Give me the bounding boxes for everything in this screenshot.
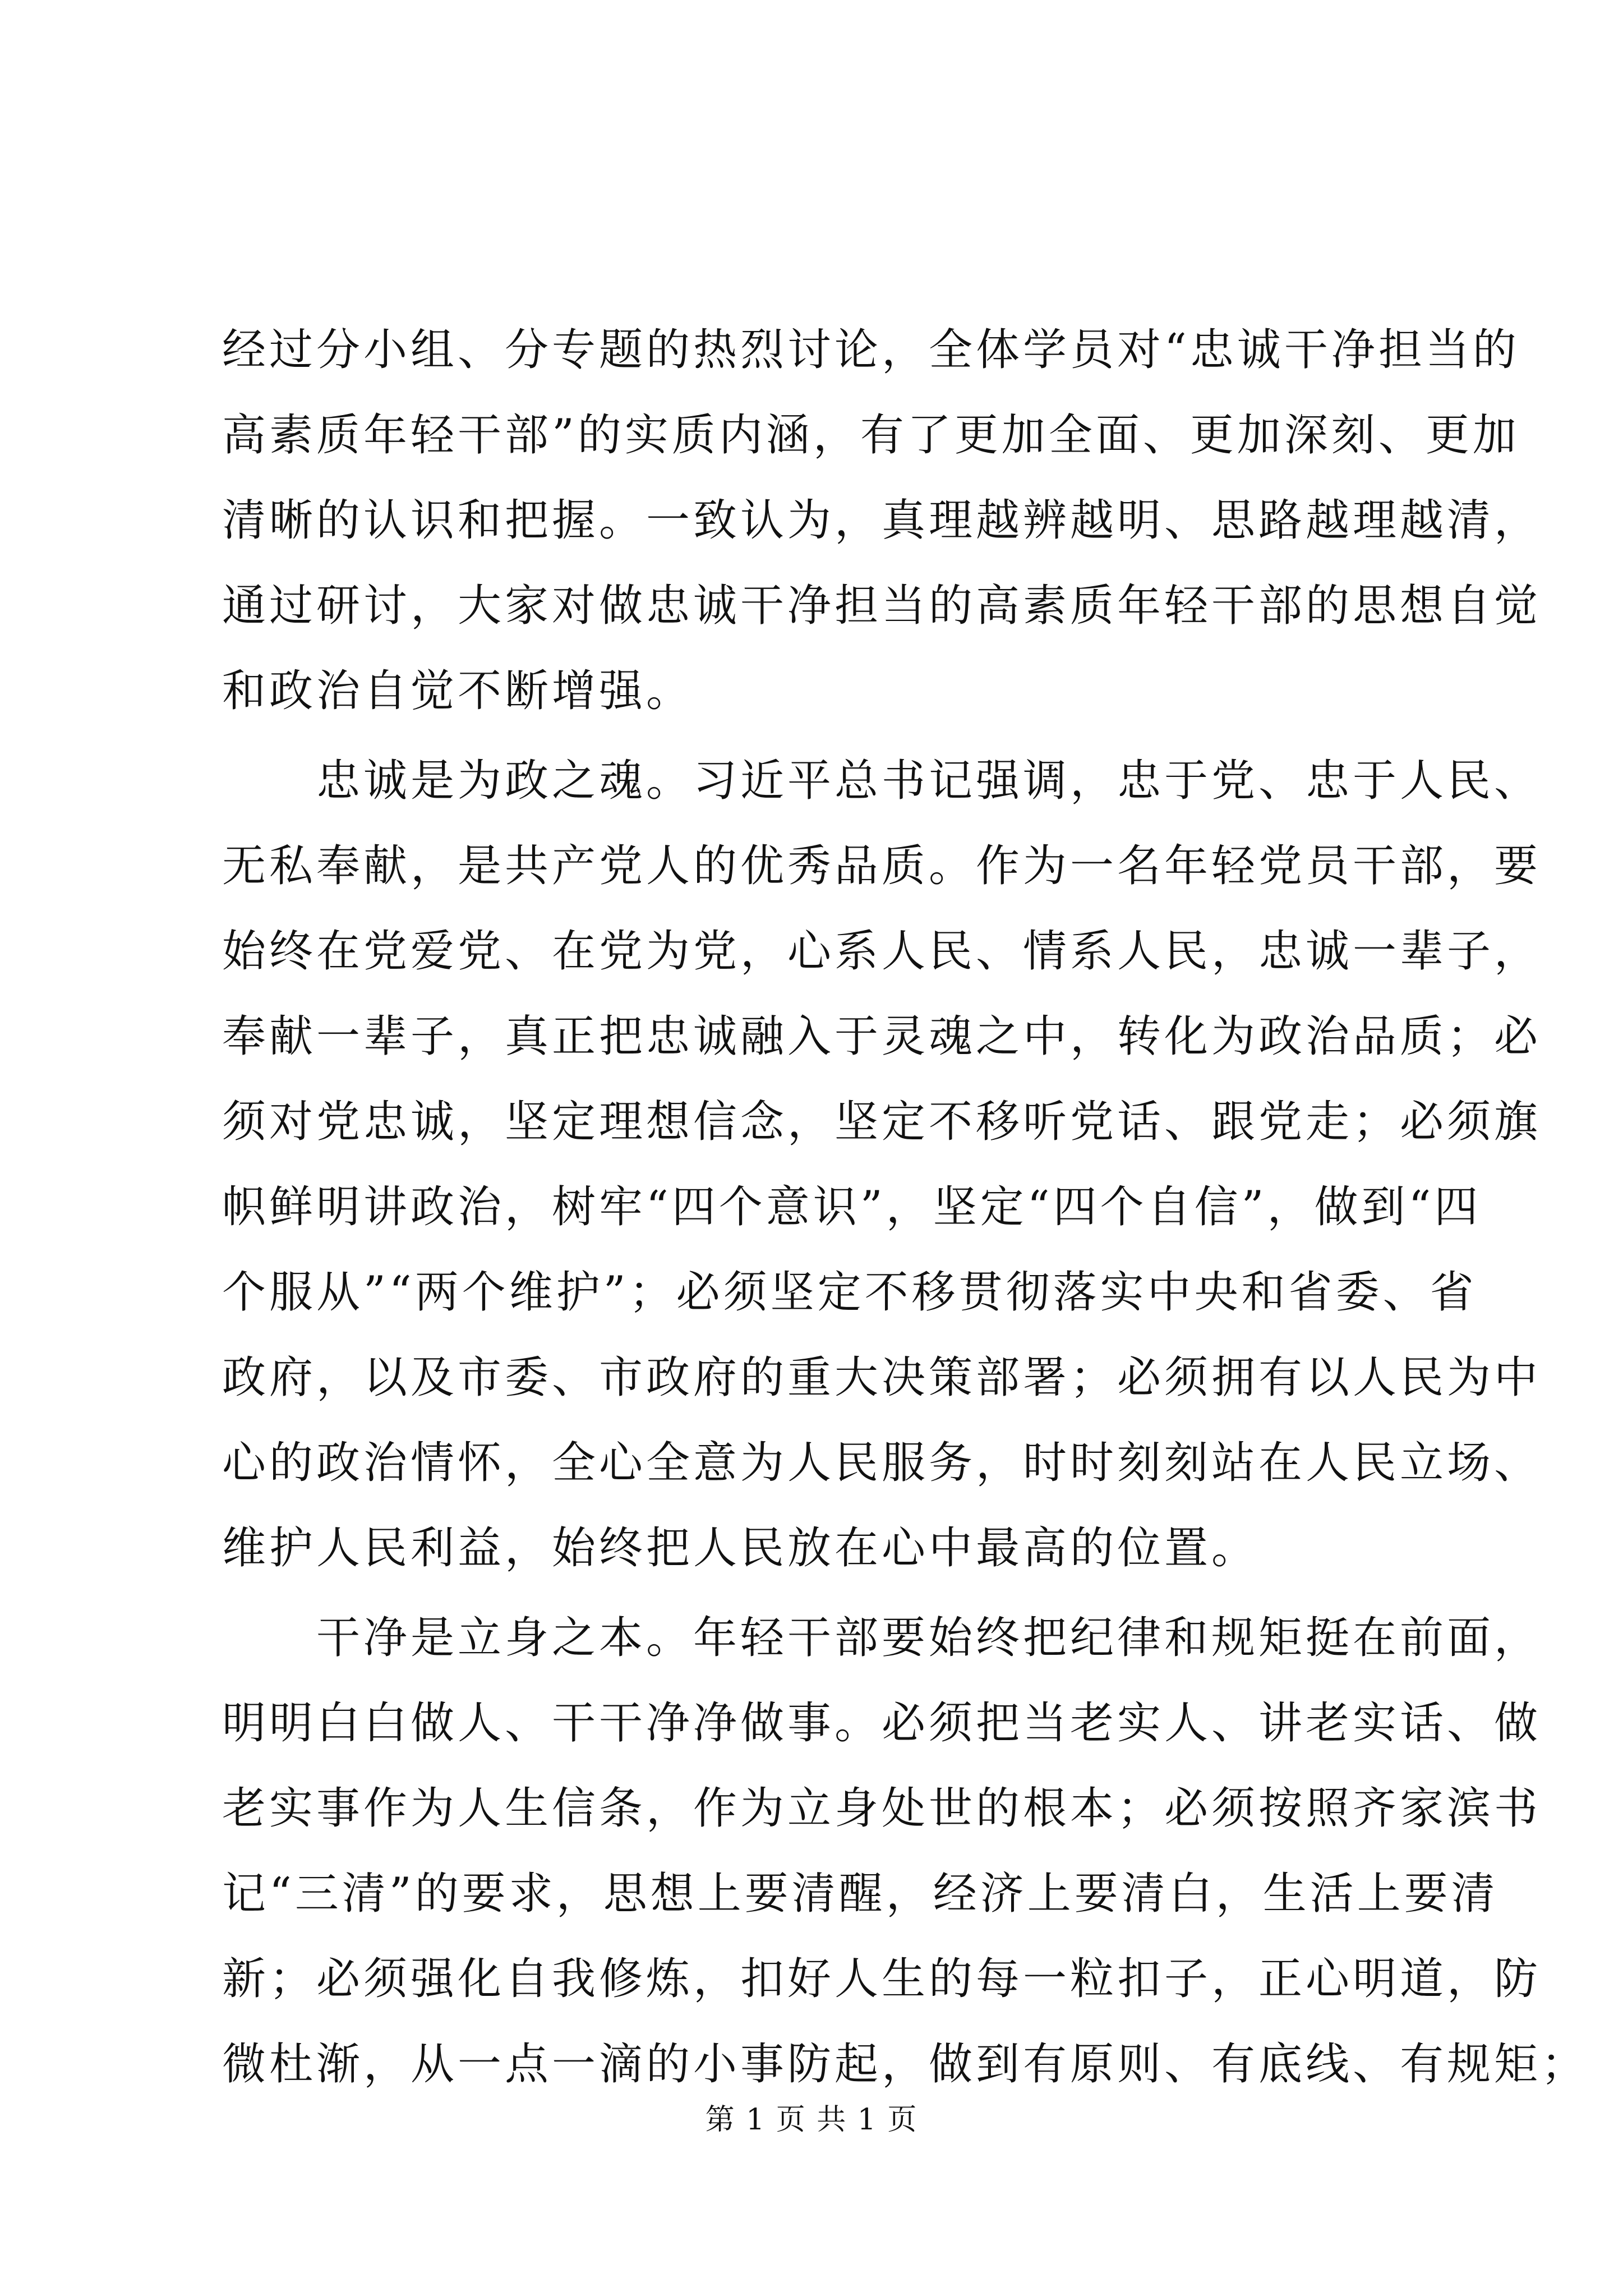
text-line: 老实事作为人生信条，作为立身处世的根本；必须按照齐家滨书 [222,1783,1542,1834]
text-line: 干净是立身之本。年轻干部要始终把纪律和规矩挺在前面， [316,1613,1542,1663]
text-line: 高素质年轻干部”的实质内涵，有了更加全面、更加深刻、更加 [222,410,1520,461]
text-line: 忠诚是为政之魂。习近平总书记强调，忠于党、忠于人民、 [316,756,1542,806]
text-line: 清晰的认识和把握。一致认为，真理越辨越明、思路越理越清， [222,495,1542,546]
paragraph [222,307,1542,734]
text-line: 和政治自觉不断增强。 [222,666,694,716]
text-line: 维护人民利益，始终把人民放在心中最高的位置。 [222,1523,1259,1573]
text-line: 明明白白做人、干干净净做事。必须把当老实人、讲老实话、做 [222,1698,1542,1749]
paragraph-gap [222,1591,1428,1595]
paragraph [222,738,1542,1591]
text-line: 记“三清”的要求，思想上要清醒，经济上要清白，生活上要清 [222,1869,1498,1919]
text-line: 无私奉献，是共产党人的优秀品质。作为一名年轻党员干部，要 [222,841,1542,891]
document-body [222,307,1589,2107]
text-line: 政府，以及市委、市政府的重大决策部署；必须拥有以人民为中 [222,1352,1542,1403]
text-line: 帜鲜明讲政治，树牢“四个意识”，坚定“四个自信”，做到“四 [222,1182,1482,1232]
text-line: 心的政治情怀，全心全意为人民服务，时时刻刻站在人民立场、 [222,1438,1542,1488]
paragraph [222,1595,1589,2107]
text-line: 通过研讨，大家对做忠诚干净担当的高素质年轻干部的思想自觉 [222,581,1542,631]
paragraph-gap [222,734,1428,738]
page-footer: 第 1 页 共 1 页 [705,2103,918,2137]
text-line: 微杜渐，从一点一滴的小事防起，做到有原则、有底线、有规矩； [222,2039,1589,2090]
text-line: 新；必须强化自我修炼，扣好人生的每一粒扣子，正心明道，防 [222,1954,1542,2004]
text-line: 须对党忠诚，坚定理想信念，坚定不移听党话、跟党走；必须旗 [222,1097,1542,1147]
text-line: 始终在党爱党、在党为党，心系人民、情系人民，忠诚一辈子， [222,926,1542,977]
text-line: 经过分小组、分专题的热烈讨论，全体学员对“忠诚干净担当的 [222,325,1520,375]
text-line: 奉献一辈子，真正把忠诚融入于灵魂之中，转化为政治品质；必 [222,1011,1542,1062]
text-line: 个服从”“两个维护”；必须坚定不移贯彻落实中央和省委、省 [222,1267,1477,1318]
